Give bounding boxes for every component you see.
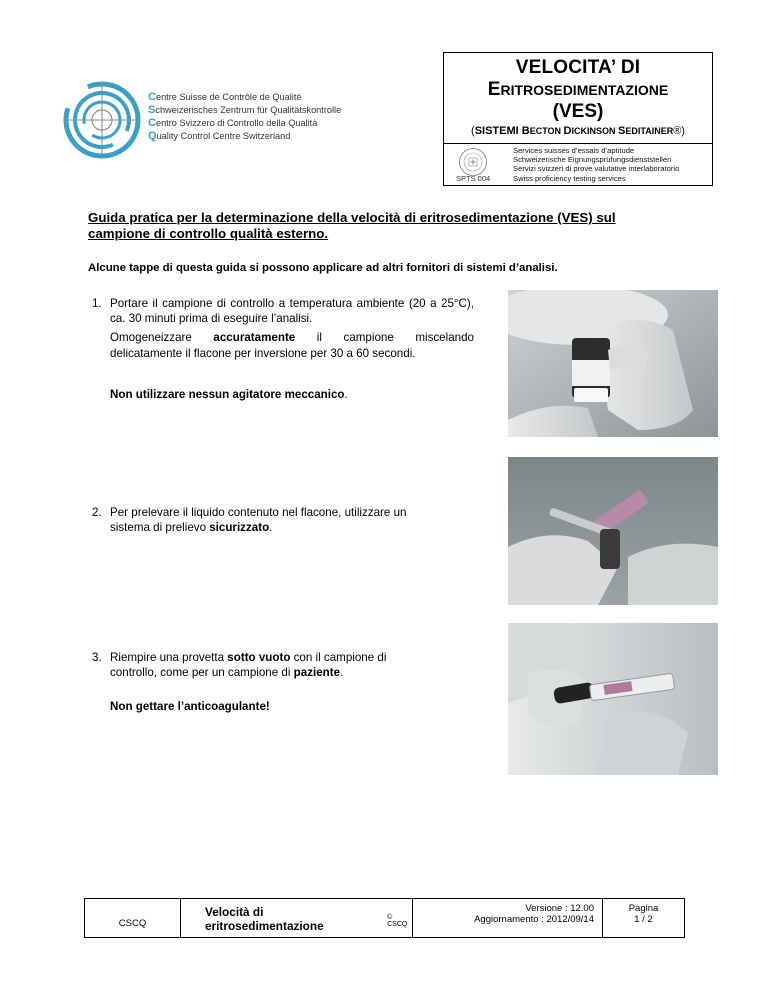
org-line-fr: Centre Suisse de Contrôle de Qualité: [148, 91, 302, 103]
title-area: [444, 53, 712, 144]
title-line-3: (VES): [552, 101, 604, 122]
services-line-de: Schweizerische Eignungsprüfungsdienststellen: [513, 155, 672, 165]
org-line-it: Centro Svizzero di Controllo della Qualità: [148, 117, 318, 129]
footer-org: CSCQ: [85, 899, 181, 937]
organization-names: [148, 91, 341, 143]
footer-page-label: Pagina: [628, 903, 659, 914]
accreditation-area: [444, 144, 712, 185]
cscq-logo: [62, 80, 142, 160]
footer-version-cell: [413, 899, 603, 937]
page-footer: [84, 898, 685, 938]
services-line-fr: Services suisses d’essais d’aptitude: [513, 146, 635, 155]
step-number: 1.: [92, 297, 102, 310]
step-3: [92, 650, 432, 684]
footer-page-cell: [603, 899, 684, 937]
photo-filling-vacuum-tube: [508, 623, 718, 775]
guide-subheading: Alcune tappe di questa guida si possono applicare ad altri fornitori di sistemi d’analisi.: [88, 262, 558, 274]
guide-heading: Guida pratica per la determinazione della velocità di eritrosedimentazione (VES) sul campione di controllo qualità esterno.: [88, 210, 616, 241]
org-line-en: Quality Control Centre Switzerland: [148, 130, 291, 142]
step-1-mixing-text: Omogeneizzare accuratamente il campione miscelando delicatamente il flacone per inversione per 30 a 60 secondi.: [110, 331, 474, 360]
photo-gloved-hand-holding-vial: [508, 290, 718, 437]
footer-title: Velocità di eritrosedimentazione: [205, 905, 324, 933]
step-1-text: Portare il campione di controllo a temperatura ambiente (20 a 25°C), ca. 30 minuti prima di eseguire l’analisi.: [110, 297, 474, 326]
title-line-2: ERITROSEDIMENTAZIONE: [487, 79, 669, 100]
services-line-it: Servizi svizzeri di prove valutative interlaboratorio: [513, 164, 680, 174]
services-line-en: Swiss proficiency testing services: [513, 173, 626, 183]
step-number: 2.: [92, 506, 102, 519]
document-title-box: [443, 52, 713, 186]
footer-copyright: © CSCQ: [387, 914, 408, 928]
step-1-warning: Non utilizzare nessun agitatore meccanico.: [110, 388, 348, 401]
step-number: 3.: [92, 651, 102, 664]
step-3-text: Riempire una provetta sotto vuoto con il campione di controllo, come per un campione di paziente.: [110, 651, 387, 680]
footer-version: Versione : 12.00: [525, 903, 594, 914]
step-3-warning: Non gettare l’anticoagulante!: [110, 700, 270, 713]
title-subtitle: (SISTEMI BECTON DICKINSON SEDITAINER®): [471, 125, 685, 137]
org-line-de: Schweizerisches Zentrum für Qualitätskontrolle: [148, 104, 342, 116]
step-1: [92, 296, 474, 365]
footer-page-number: 1 / 2: [634, 914, 653, 925]
swiss-accreditation-seal-icon: [458, 147, 488, 177]
step-2: [92, 505, 448, 539]
services-list: [513, 146, 679, 183]
seal-code: SPTS 004: [456, 174, 491, 183]
footer-title-cell: [181, 899, 413, 937]
photo-sampling-system: [508, 457, 718, 605]
footer-update-date: Aggiornamento : 2012/09/14: [474, 914, 594, 925]
title-line-1: VELOCITA’ DI: [515, 57, 641, 78]
step-2-text: Per prelevare il liquido contenuto nel flacone, utilizzare un sistema di prelievo sicurizzato.: [110, 506, 407, 535]
